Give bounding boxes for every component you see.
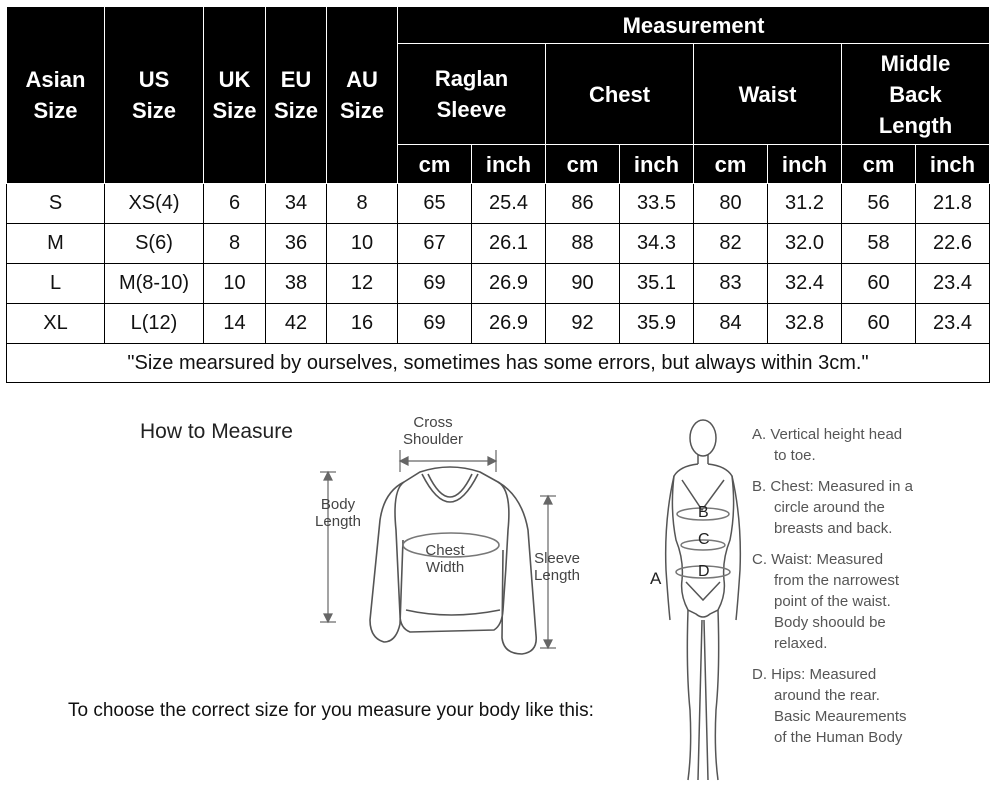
marker-d: D: [698, 563, 710, 580]
table-row: [7, 224, 990, 264]
label-line: Length: [534, 567, 580, 584]
unit-cell: inch: [768, 145, 842, 184]
header-waist: Waist: [694, 44, 842, 145]
instruction-letter: C.: [752, 551, 767, 568]
unit-cell: inch: [472, 145, 546, 184]
table-row: [7, 264, 990, 304]
table-cell: 35.1: [620, 264, 694, 304]
table-cell: 10: [204, 264, 266, 304]
label-line: Sleeve: [534, 550, 580, 567]
label-line: Width: [425, 559, 465, 576]
instruction-item: [752, 549, 992, 654]
instruction-item: [752, 476, 992, 539]
table-cell: S: [7, 184, 105, 224]
instruction-text: to toe.: [774, 447, 816, 464]
table-cell: 80: [694, 184, 768, 224]
table-cell: 60: [842, 304, 916, 344]
table-cell: 88: [546, 224, 620, 264]
instruction-letter: B.: [752, 478, 767, 495]
table-cell: 31.2: [768, 184, 842, 224]
instruction-text: Body shoould be: [774, 614, 886, 631]
unit-cell: cm: [842, 145, 916, 184]
human-body-icon: [640, 410, 760, 790]
label-line: Body: [320, 496, 356, 513]
table-cell: 26.9: [472, 304, 546, 344]
measurement-instructions: [752, 424, 992, 758]
table-cell: 84: [694, 304, 768, 344]
table-cell: 22.6: [916, 224, 990, 264]
note-row: [7, 344, 990, 383]
table-cell: M: [7, 224, 105, 264]
instruction-text: circle around the: [774, 499, 885, 516]
table-cell: 82: [694, 224, 768, 264]
body-length-label: [304, 496, 372, 530]
table-cell: L(12): [105, 304, 204, 344]
instruction-item: [752, 424, 992, 466]
table-cell: L: [7, 264, 105, 304]
table-cell: 32.8: [768, 304, 842, 344]
marker-c: C: [698, 531, 710, 548]
unit-cell: cm: [694, 145, 768, 184]
header-us-size: US Size: [105, 7, 204, 184]
table-cell: 83: [694, 264, 768, 304]
instruction-item: [752, 664, 992, 748]
table-cell: M(8-10): [105, 264, 204, 304]
table-cell: 21.8: [916, 184, 990, 224]
instruction-text: Vertical height head: [770, 426, 903, 443]
table-cell: 38: [266, 264, 327, 304]
instruction-text: from the narrowest: [774, 572, 900, 589]
header-chest: Chest: [546, 44, 694, 145]
table-cell: 12: [327, 264, 398, 304]
table-cell: 23.4: [916, 304, 990, 344]
table-cell: 32.0: [768, 224, 842, 264]
header-raglan-sleeve: Raglan Sleeve: [398, 44, 546, 145]
table-cell: 34: [266, 184, 327, 224]
header-row-1: [7, 7, 990, 44]
table-row: [7, 184, 990, 224]
table-cell: 16: [327, 304, 398, 344]
label-line: Length: [315, 513, 361, 530]
size-chart-table: [6, 6, 990, 383]
table-cell: 10: [327, 224, 398, 264]
header-au-size: AU Size: [327, 7, 398, 184]
table-cell: 23.4: [916, 264, 990, 304]
table-cell: 42: [266, 304, 327, 344]
table-row: [7, 304, 990, 344]
table-cell: 92: [546, 304, 620, 344]
unit-cell: inch: [620, 145, 694, 184]
instruction-text: Chest: Measured in a: [770, 478, 913, 495]
table-cell: 8: [204, 224, 266, 264]
instruction-text: Basic Meaurements: [774, 708, 907, 725]
table-cell: 60: [842, 264, 916, 304]
table-cell: 32.4: [768, 264, 842, 304]
body-figure: [640, 410, 760, 790]
instruction-text: Hips: Measured: [771, 666, 877, 683]
table-cell: 14: [204, 304, 266, 344]
table-cell: 35.9: [620, 304, 694, 344]
table-cell: 36: [266, 224, 327, 264]
table-cell: 26.1: [472, 224, 546, 264]
how-to-measure-title: How to Measure: [140, 420, 293, 443]
table-cell: 6: [204, 184, 266, 224]
table-cell: 8: [327, 184, 398, 224]
table-cell: 90: [546, 264, 620, 304]
instruction-letter: D.: [752, 666, 767, 683]
sweater-icon: [300, 410, 600, 665]
header-middle-back-length: Middle Back Length: [842, 44, 990, 145]
header-uk-size: UK Size: [204, 7, 266, 184]
label-line: Cross: [413, 414, 453, 431]
table-cell: 25.4: [472, 184, 546, 224]
table-cell: 69: [398, 264, 472, 304]
label-line: Chest: [425, 542, 465, 559]
instruction-text: of the Human Body: [774, 729, 903, 746]
sleeve-length-label: [522, 550, 592, 584]
header-eu-size: EU Size: [266, 7, 327, 184]
table-cell: 58: [842, 224, 916, 264]
unit-cell: cm: [546, 145, 620, 184]
marker-b: B: [698, 504, 709, 521]
size-note: "Size mearsured by ourselves, sometimes has some errors, but always within 3cm.": [7, 344, 990, 383]
table-cell: 26.9: [472, 264, 546, 304]
header-measurement: Measurement: [398, 7, 990, 44]
instruction-text: Waist: Measured: [771, 551, 884, 568]
table-cell: 56: [842, 184, 916, 224]
label-line: Shoulder: [402, 431, 464, 448]
instruction-text: around the rear.: [774, 687, 880, 704]
table-cell: 67: [398, 224, 472, 264]
instruction-text: breasts and back.: [774, 520, 893, 537]
table-cell: 34.3: [620, 224, 694, 264]
unit-cell: cm: [398, 145, 472, 184]
choose-size-text: To choose the correct size for you measure your body like this:: [68, 700, 594, 721]
table-cell: 69: [398, 304, 472, 344]
unit-cell: inch: [916, 145, 990, 184]
sweater-diagram: [300, 410, 600, 665]
header-asian-size: Asian Size: [7, 7, 105, 184]
table-cell: XS(4): [105, 184, 204, 224]
table-cell: 65: [398, 184, 472, 224]
cross-shoulder-label: [400, 414, 466, 448]
instruction-text: relaxed.: [774, 635, 828, 652]
table-cell: 86: [546, 184, 620, 224]
instruction-letter: A.: [752, 426, 767, 443]
table-cell: XL: [7, 304, 105, 344]
marker-a: A: [650, 569, 662, 588]
table-cell: S(6): [105, 224, 204, 264]
table-cell: 33.5: [620, 184, 694, 224]
instruction-text: point of the waist.: [774, 593, 891, 610]
chest-width-label: [412, 542, 478, 576]
